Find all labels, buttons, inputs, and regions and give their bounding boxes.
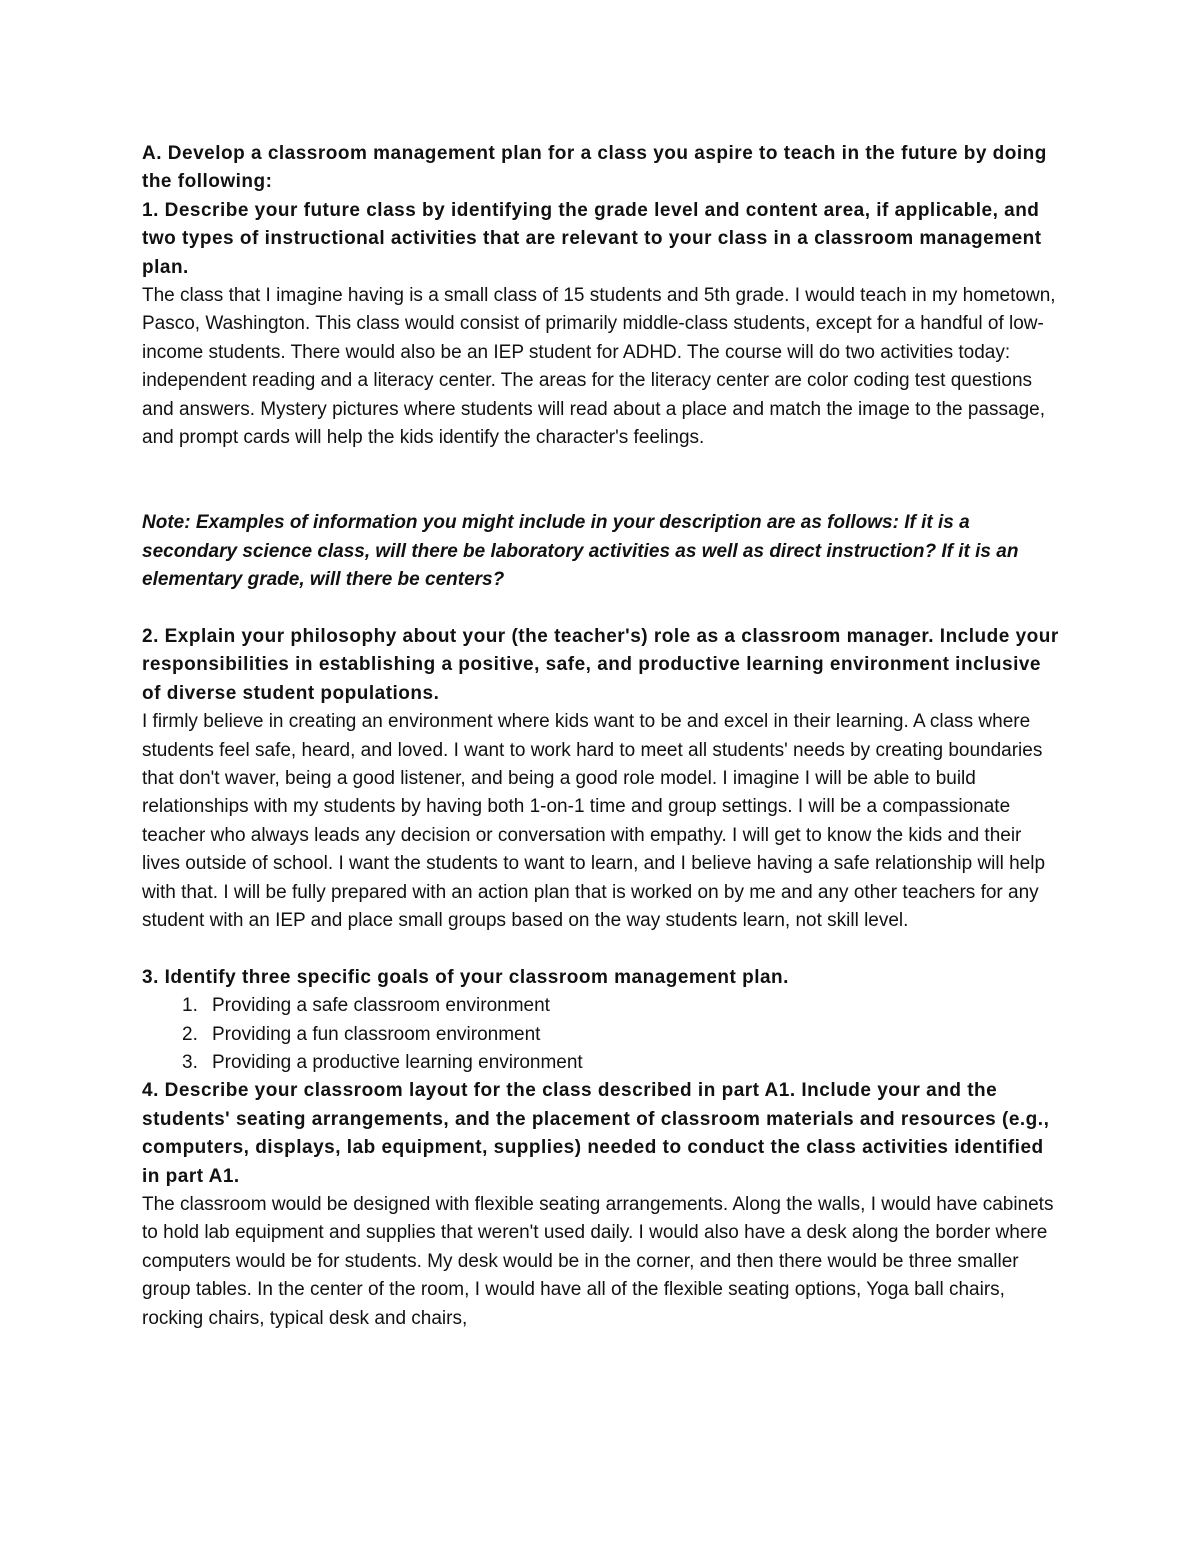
goal-item: [182, 992, 1062, 1020]
goal-number: 1.: [182, 995, 198, 1017]
document-page: [142, 140, 1062, 1333]
question-2-heading: 2. Explain your philosophy about your (the teacher's) role as a classroom manager. Include your responsibilities in establishing a positive, safe, and productive learning environment inclusive of diverse student populations.: [142, 625, 1059, 704]
spacer: [142, 935, 1062, 963]
goal-text: Providing a safe classroom environment: [212, 995, 550, 1017]
question-1-answer: The class that I imagine having is a small class of 15 students and 5th grade. I would teach in my hometown, Pasco, Washington. This class would consist of primarily middle-class students, except for a handful of low-income students. There would also be an IEP student for ADHD. The course will do two activities today: independent reading and a literacy center. The areas for the literacy center are color coding test questions and answers. Mystery pictures where students will read about a place and match the image to the passage, and prompt cards will help the kids identify the character's feelings.: [142, 285, 1056, 449]
goal-item: [182, 1021, 1062, 1049]
goal-text: Providing a fun classroom environment: [212, 1023, 541, 1045]
question-4-answer: The classroom would be designed with flexible seating arrangements. Along the walls, I would have cabinets to hold lab equipment and supplies that weren't used daily. I would also have a desk along the border where computers would be for students. My desk would be in the corner, and then there would be three smaller group tables. In the center of the room, I would have all of the flexible seating options, Yoga ball chairs, rocking chairs, typical desk and chairs,: [142, 1193, 1054, 1329]
spacer: [142, 452, 1062, 509]
question-2-answer: I firmly believe in creating an environment where kids want to be and excel in their learning. A class where students feel safe, heard, and loved. I want to work hard to meet all students' needs by creating boundaries that don't waver, being a good listener, and being a good role model. I imagine I will be able to build relationships with my students by having both 1-on-1 time and group settings. I will be a compassionate teacher who always leads any decision or conversation with empathy. I will get to know the kids and their lives outside of school. I want the students to want to learn, and I believe having a safe relationship will help with that. I will be fully prepared with an action plan that is worked on by me and any other teachers for any student with an IEP and place small groups based on the way students learn, not skill level.: [142, 711, 1046, 931]
goals-list: [142, 992, 1062, 1077]
goal-number: 2.: [182, 1023, 198, 1045]
question-3-heading: 3. Identify three specific goals of your classroom management plan.: [142, 966, 789, 988]
goal-text: Providing a productive learning environment: [212, 1051, 583, 1073]
goal-item: [182, 1049, 1062, 1077]
note-paragraph: Note: Examples of information you might include in your description are as follows: If it is a secondary science class, will there be laboratory activities as well as direct instruction? If it is an elementary grade, will there be centers?: [142, 512, 1019, 591]
goal-number: 3.: [182, 1051, 198, 1073]
spacer: [142, 594, 1062, 622]
section-a-heading: A. Develop a classroom management plan for a class you aspire to teach in the future by doing the following:: [142, 143, 1047, 193]
question-4-heading: 4. Describe your classroom layout for the class described in part A1. Include your and the students' seating arrangements, and the placement of classroom materials and resources (e.g., computers, displays, lab equipment, supplies) needed to conduct the class activities identified in part A1.: [142, 1080, 1050, 1187]
question-1-heading: 1. Describe your future class by identifying the grade level and content area, if applicable, and two types of instructional activities that are relevant to your class in a classroom management plan.: [142, 199, 1042, 278]
